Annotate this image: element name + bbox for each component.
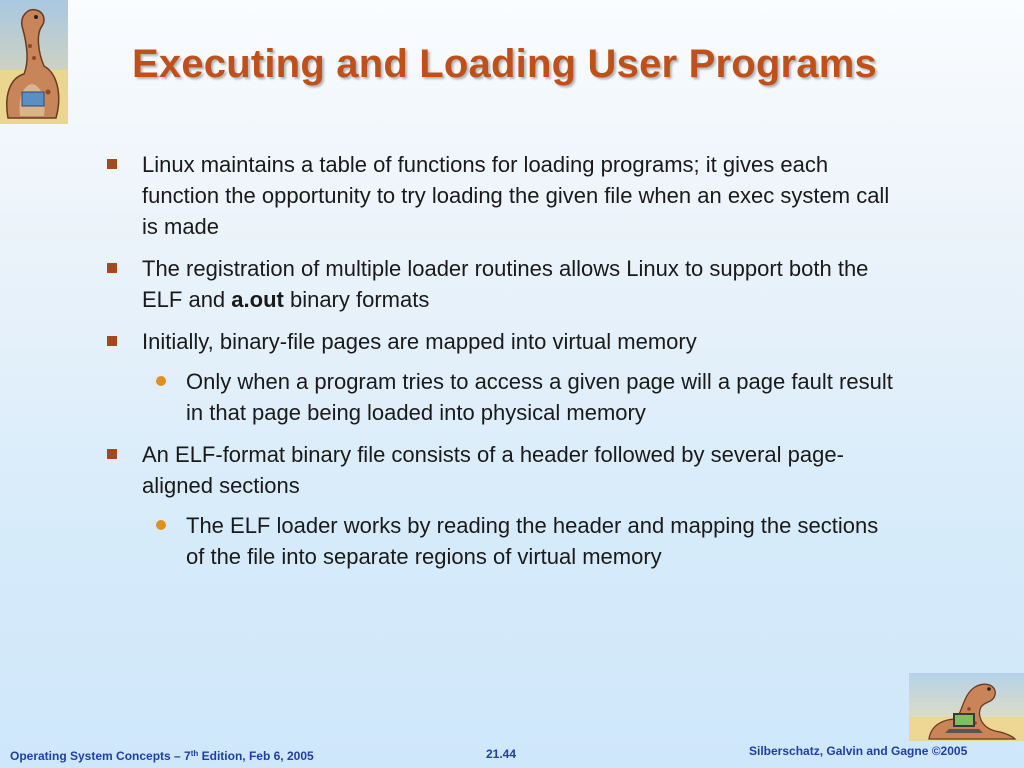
footer-copyright: Silberschatz, Galvin and Gagne ©2005 <box>749 744 968 758</box>
dinosaur-logo-icon <box>0 0 68 124</box>
slide-title: Executing and Loading User Programs <box>132 42 877 86</box>
footer-book-title: Operating System Concepts – 7 <box>10 749 191 763</box>
bullet-item <box>100 439 900 501</box>
bullet-list <box>100 149 900 583</box>
square-bullet-icon <box>107 159 117 169</box>
bullet-text: Linux maintains a table of functions for loading programs; it gives each function the opportunity to try loading the given file when an exec system call is made <box>142 152 890 239</box>
bullet-item <box>100 326 900 357</box>
square-bullet-icon <box>107 336 117 346</box>
sub-bullet-item <box>100 510 900 572</box>
dinosaur-laptop-icon <box>909 673 1024 741</box>
sub-bullet-text: Only when a program tries to access a given page will a page fault result in that page being loaded into physical memory <box>186 369 893 425</box>
footer-edition-sup: th <box>190 749 199 758</box>
bullet-text-bold: a.out <box>231 287 284 312</box>
bullet-text-after: binary formats <box>283 287 430 312</box>
round-bullet-icon <box>156 520 166 530</box>
round-bullet-icon <box>156 376 166 386</box>
sub-bullet-item <box>100 366 900 428</box>
bullet-text: An ELF-format binary file consists of a header followed by several page-aligned sections <box>142 442 844 498</box>
bullet-item <box>100 253 900 315</box>
bullet-text: Initially, binary-file pages are mapped into virtual memory <box>142 329 697 354</box>
footer-edition-date: Edition, Feb 6, 2005 <box>198 749 314 763</box>
footer-left <box>10 747 314 763</box>
bullet-item <box>100 149 900 242</box>
page-number: 21.44 <box>486 747 517 761</box>
square-bullet-icon <box>107 449 117 459</box>
bullet-text-before: The registration of multiple loader routines allows Linux to support both the ELF and <box>142 256 869 312</box>
sub-bullet-text: The ELF loader works by reading the header and mapping the sections of the file into separate regions of virtual memory <box>186 513 879 569</box>
square-bullet-icon <box>107 263 117 273</box>
